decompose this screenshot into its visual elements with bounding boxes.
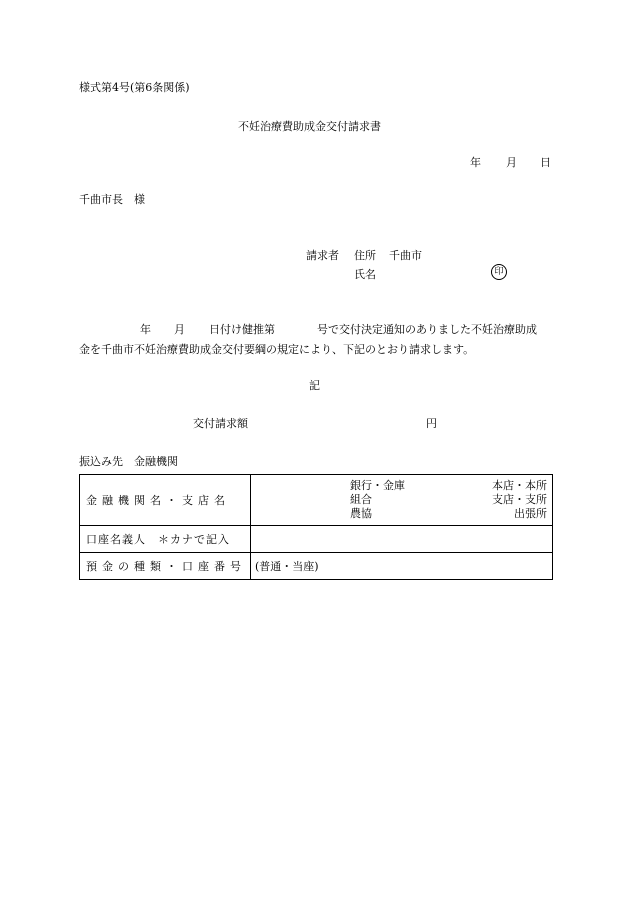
branch-type-3: 出張所: [514, 507, 547, 520]
body-day-ref: 日付け健推第: [209, 323, 275, 336]
seal-mark: 印: [491, 264, 507, 280]
institution-value-cell[interactable]: [251, 475, 553, 526]
body-line1-rest: 号で交付決定通知のありました不妊治療助成: [317, 323, 537, 336]
date-month: 月: [506, 156, 517, 169]
account-number-label: 預金の種類・口座番号: [86, 560, 246, 573]
date-day: 日: [540, 156, 551, 169]
applicant-label: 請求者: [306, 249, 339, 262]
body-line2: 金を千曲市不妊治療費助成金交付要綱の規定により、下記のとおり請求します。: [79, 343, 475, 356]
account-holder-label-cell: [80, 526, 251, 553]
branch-type-1: 本店・本所: [492, 479, 547, 492]
address-label: 住所: [354, 249, 376, 262]
name-label: 氏名: [354, 268, 376, 281]
ki-heading: 記: [309, 379, 320, 392]
branch-type-2: 支店・支所: [492, 493, 547, 506]
amount-unit: 円: [426, 417, 437, 430]
bank-row-institution: [80, 475, 553, 526]
account-type-options: (普通・当座): [255, 560, 319, 573]
addressee: 千曲市長 様: [79, 193, 145, 206]
date-year: 年: [470, 156, 481, 169]
account-holder-label: 口座名義人 ＊カナで記入: [86, 533, 230, 546]
institution-label-cell: [80, 475, 251, 526]
bank-table: [79, 474, 553, 580]
form-number: 様式第4号(第6条関係): [79, 81, 190, 94]
address-value: 千曲市: [389, 249, 422, 262]
body-month: 月: [174, 323, 185, 336]
bank-row-account-number: [80, 553, 553, 580]
document-title: 不妊治療費助成金交付請求書: [238, 120, 381, 133]
bank-type-2: 組合: [350, 493, 372, 506]
bank-type-1: 銀行・金庫: [350, 479, 405, 492]
account-holder-value-cell[interactable]: [251, 526, 553, 553]
institution-label: 金融機関名・支店名: [86, 494, 230, 507]
account-number-value-cell[interactable]: [251, 553, 553, 580]
bank-row-account-holder: [80, 526, 553, 553]
body-year: 年: [140, 323, 151, 336]
transfer-heading: 振込み先 金融機関: [79, 455, 178, 468]
account-number-label-cell: [80, 553, 251, 580]
amount-label: 交付請求額: [193, 417, 248, 430]
bank-type-3: 農協: [350, 507, 372, 520]
